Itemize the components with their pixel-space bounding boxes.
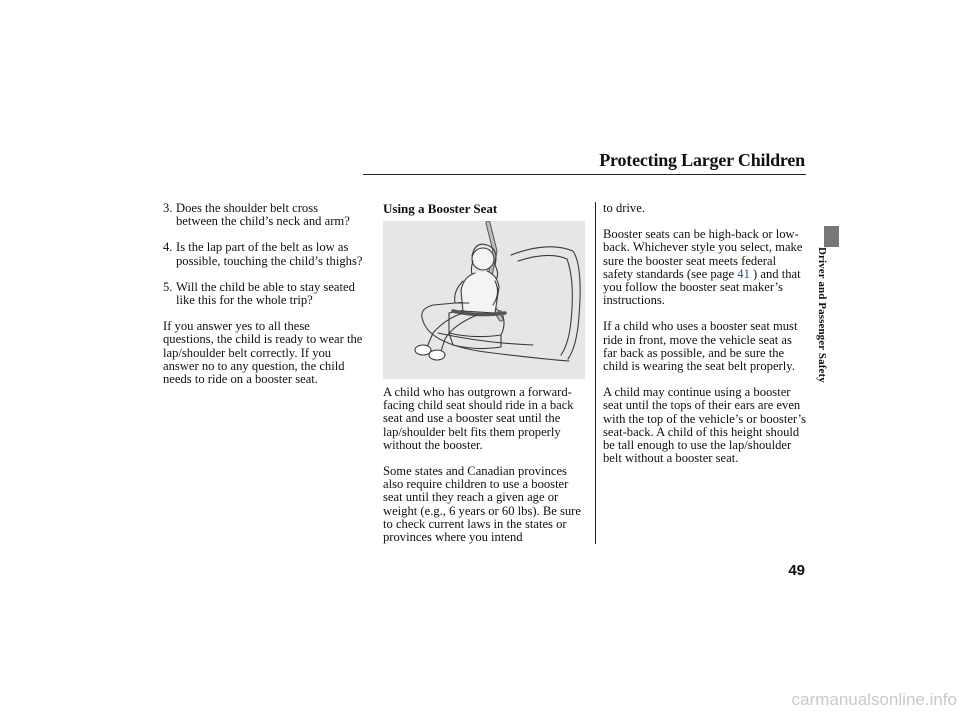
section-heading: Using a Booster Seat (383, 201, 498, 216)
booster-types-text-end: ) and that you follow the booster seat maker’s instructions. (603, 266, 801, 308)
front-seat-paragraph: If a child who uses a booster seat must ride in front, move the vehicle seat as far back as possible, and be sure the child is wearing the seat belt properly. (603, 319, 798, 374)
footer-watermark: carmanualsonline.info (791, 690, 957, 709)
continuation-text: to drive. (603, 201, 645, 215)
list-item (163, 202, 363, 228)
page-number: 49 (788, 562, 805, 579)
child-in-booster-seat-drawing (383, 221, 585, 379)
title-divider (363, 174, 806, 175)
list-item-text: Is the lap part of the belt as low as possible, touching the child’s thighs? (176, 240, 363, 268)
booster-seat-illustration (383, 221, 585, 379)
booster-intro-paragraph: A child who has outgrown a forward-facing child seat should ride in a back seat and use a booster seat until the lap/shoulder belt fits them properly without the booster. (383, 385, 574, 452)
laws-paragraph: Some states and Canadian provinces also require children to use a booster seat until they reach a given age or weight (e.g., 6 years or 60 lbs). Be sure to check current laws in the states or provinces where you intend (383, 464, 581, 545)
middle-column-text (383, 386, 589, 544)
booster-types-paragraph (603, 228, 806, 307)
list-item (163, 281, 363, 307)
list-item-number: 3. (163, 201, 173, 215)
section-side-label: Driver and Passenger Safety (816, 247, 828, 383)
page-41-link[interactable]: 41 (737, 266, 750, 281)
list-item-text: Does the shoulder belt cross between the child’s neck and arm? (176, 201, 350, 229)
section-tab-marker (824, 226, 839, 247)
page-title: Protecting Larger Children (599, 150, 805, 170)
column-divider (595, 202, 596, 544)
booster-types-text: Booster seats can be high-back or low-back. Whichever style you select, make sure the booster seat meets federal safety standards (see page (603, 227, 803, 281)
left-column (163, 202, 363, 386)
list-item-text: Will the child be able to stay seated like this for the whole trip? (176, 279, 355, 308)
height-paragraph: A child may continue using a booster seat until the tops of their ears are even with the top of the vehicle’s or booster’s seat-back. A child of this height should be tall enough to use the lap/shoulder belt without a booster seat. (603, 385, 806, 466)
list-item-number: 4. (163, 240, 173, 255)
conclusion-paragraph: If you answer yes to all these questions, the child is ready to wear the lap/shoulder belt correctly. If you answer no to any question, the child needs to ride on a booster seat. (163, 319, 363, 387)
list-item (163, 241, 363, 267)
list-item-number: 5. (163, 279, 173, 294)
right-column (603, 202, 806, 465)
